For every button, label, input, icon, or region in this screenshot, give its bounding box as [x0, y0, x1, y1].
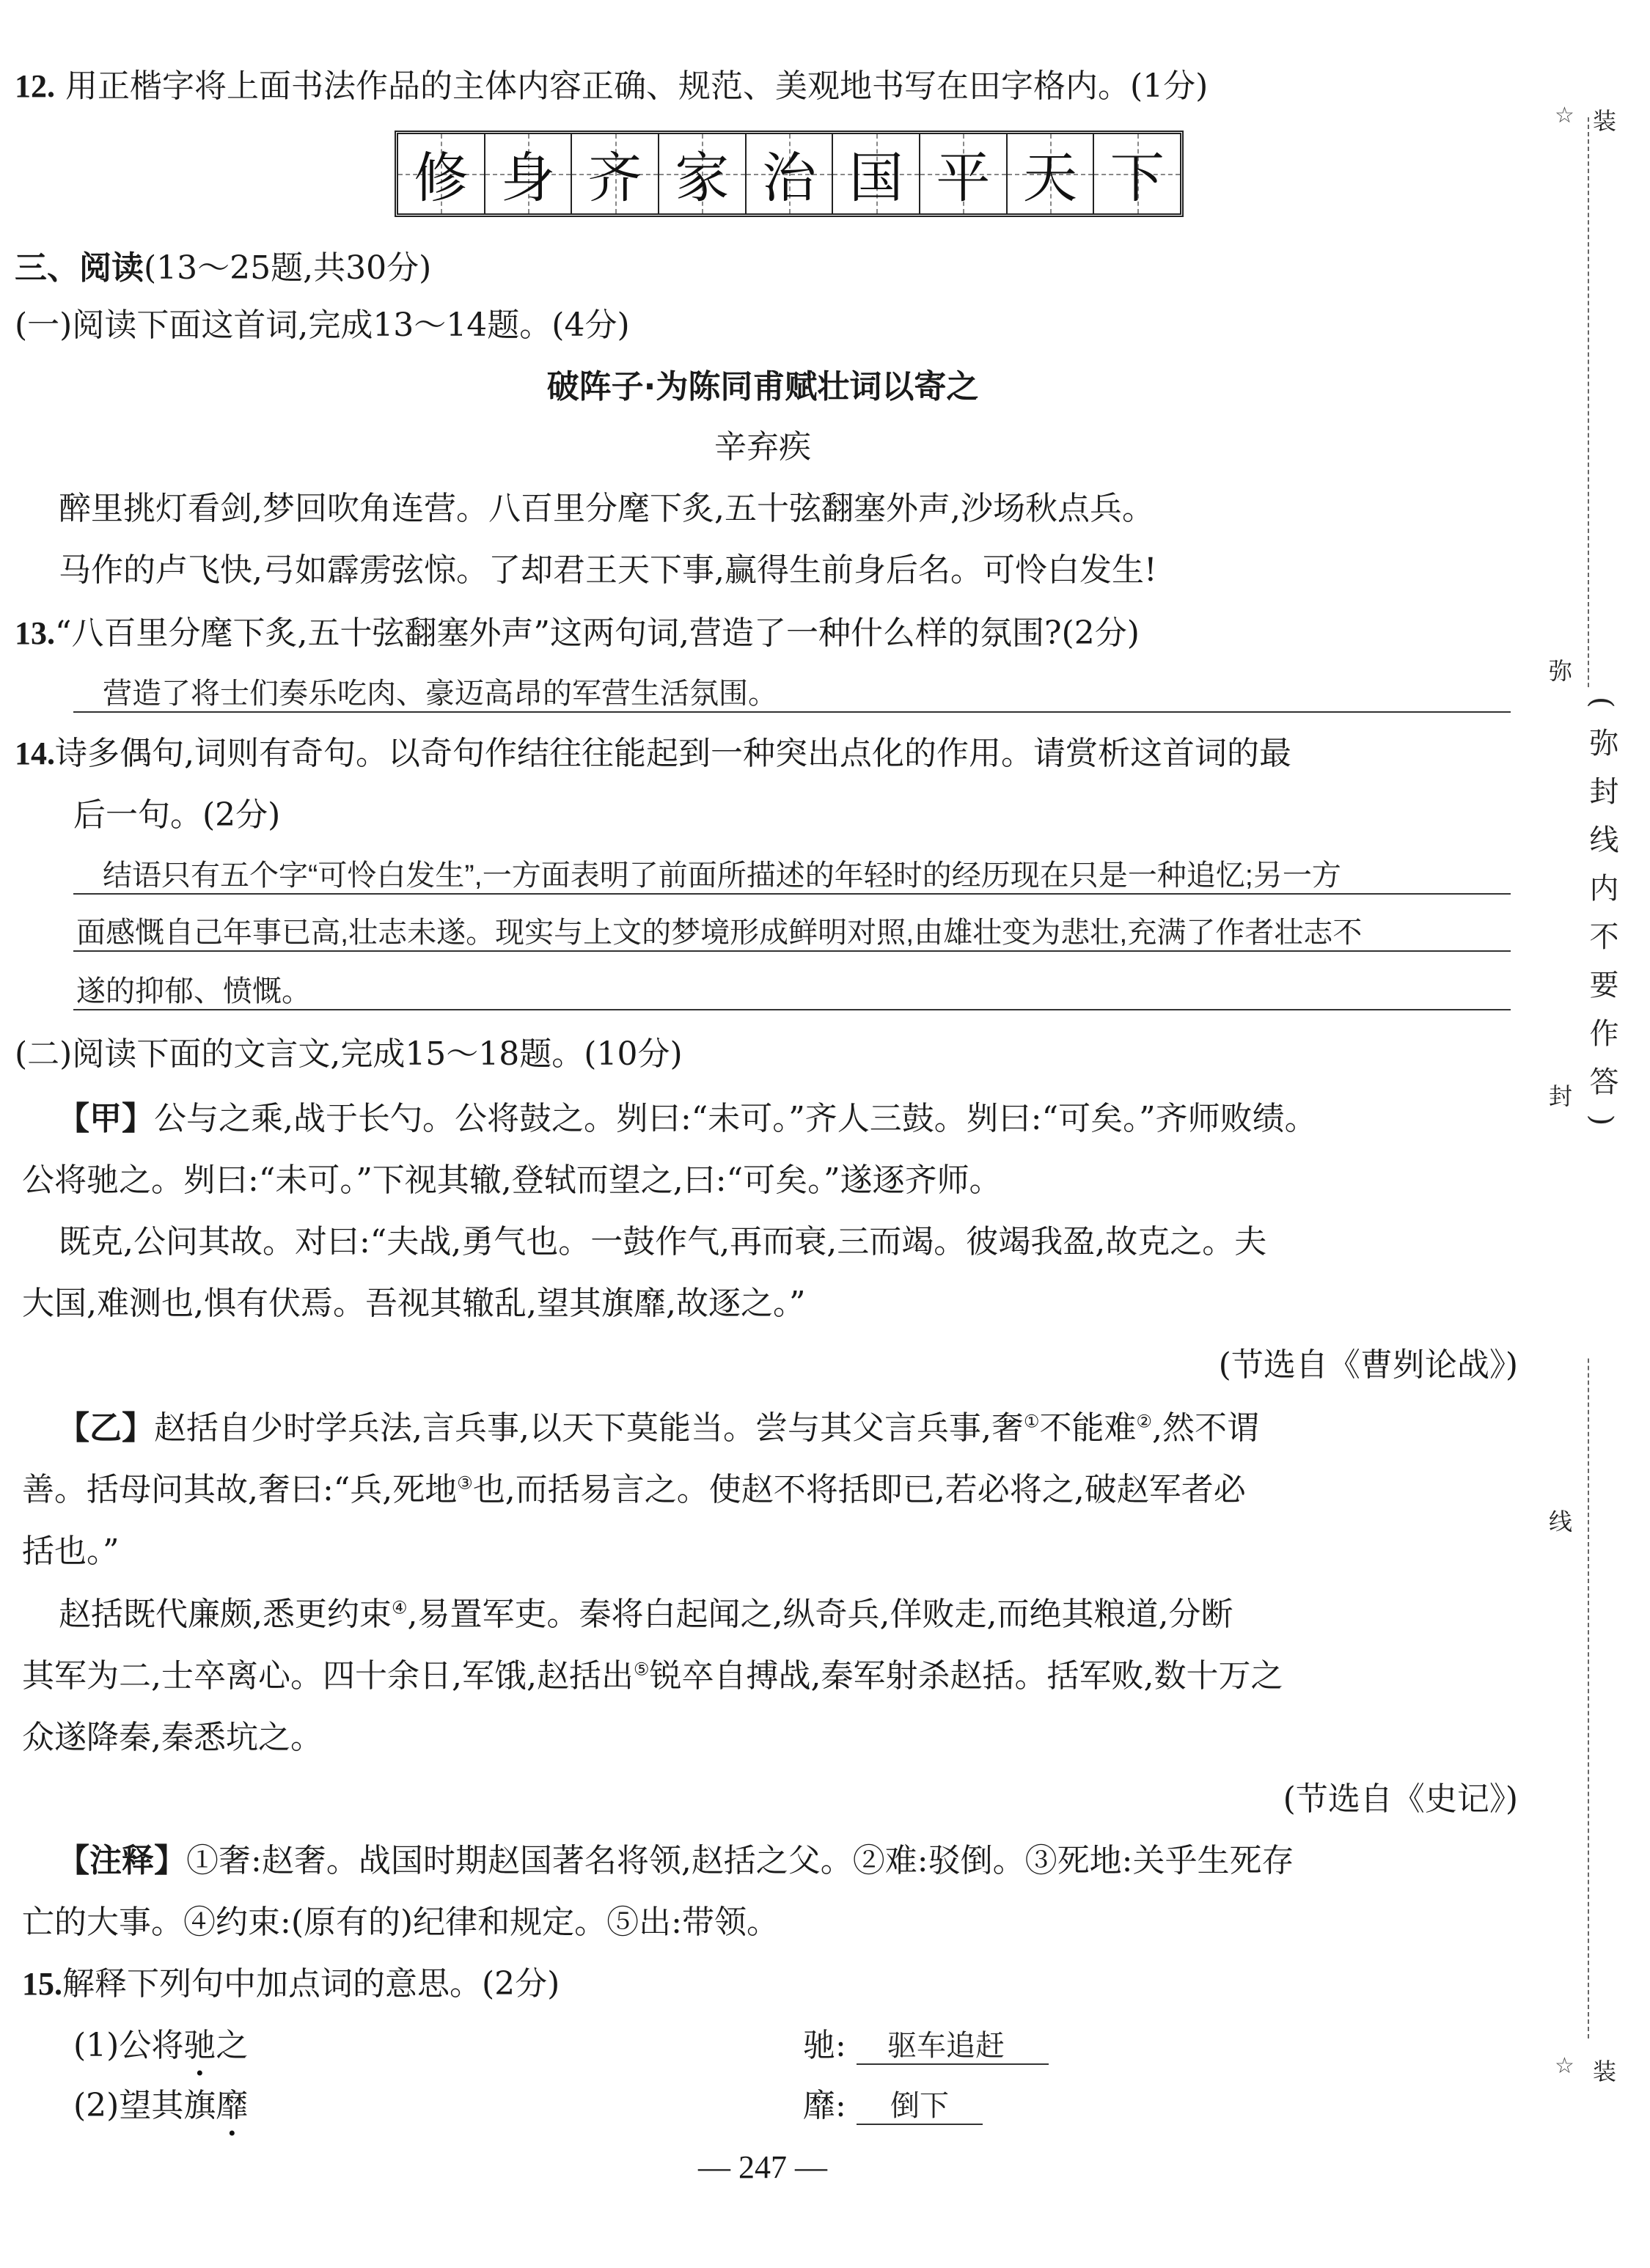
passage-jia-line-3: 既克,公问其故。对曰:“夫战,勇气也。一鼓作气,再而衰,三而竭。彼竭我盈,故克之。夫 [59, 1223, 1267, 1260]
poem-title: 破阵子·为陈同甫赋壮词以寄之 [546, 368, 979, 405]
answer-line [73, 893, 1511, 895]
passage-yi-line-1: 【乙】赵括自少时学兵法,言兵事,以天下莫能当。尝与其父言兵事,奢①不能难②,然不谓 [57, 1409, 1259, 1447]
grid-cell: 家 [659, 134, 747, 213]
margin-label-feng: 封 [1549, 1082, 1573, 1110]
poem-line-1: 醉里挑灯看剑,梦回吹角连营。八百里分麾下炙,五十弦翻塞外声,沙场秋点兵。 [59, 490, 1154, 527]
question-number: 12. [15, 68, 55, 104]
grid-cell: 下 [1094, 134, 1180, 213]
question-12 [15, 67, 1208, 106]
page-number: — 247 — [698, 2149, 827, 2185]
star-icon: ☆ [1555, 2053, 1574, 2079]
passage-yi-line-3: 括也。” [22, 1533, 120, 1570]
answer-line [73, 950, 1511, 952]
question-text: 用正楷字将上面书法作品的主体内容正确、规范、美观地书写在田字格内。(1分) [65, 67, 1209, 105]
source-yi: (节选自《史记》) [1283, 1780, 1518, 1818]
question-15: 15.解释下列句中加点词的意思。(2分) [22, 1965, 560, 2003]
passage-yi-line-5: 其军为二,士卒离心。四十余日,军饿,赵括出⑤锐卒自搏战,秦军射杀赵括。括军败,数十万之 [22, 1657, 1283, 1695]
grid-cell: 治 [747, 134, 834, 213]
q15-answer-2: 倒下 [890, 2090, 949, 2122]
passage-jia-line-4: 大国,难测也,惧有伏焉。吾视其辙乱,望其旗靡,故逐之。” [22, 1285, 806, 1322]
binding-notice-text: (弥封线内不要作答) [1585, 697, 1618, 1145]
grid-cell: 国 [833, 134, 920, 213]
poem-line-2: 马作的卢飞快,弓如霹雳弦惊。了却君王天下事,赢得生前身后名。可怜白发生! [59, 551, 1157, 589]
grid-cell: 齐 [572, 134, 659, 213]
answer-14-line-1: 结语只有五个字“可怜白发生”,一方面表明了前面所描述的年轻时的经历现在只是一种追忆;另一方 [103, 859, 1341, 892]
margin-label-mi: 弥 [1549, 657, 1573, 685]
question-14-line-1: 14.诗多偶句,词则有奇句。以奇句作结往往能起到一种突出点化的作用。请赏析这首词的最 [15, 735, 1291, 772]
binding-mark-bottom: 装 [1593, 2058, 1617, 2085]
star-icon: ☆ [1555, 103, 1574, 128]
section-title: 三、阅读(13～25题,共30分) [15, 249, 432, 287]
q15-item-2: (2)望其旗靡 [73, 2087, 249, 2124]
passage-jia-line-2: 公将驰之。刿曰:“未可。”下视其辙,登轼而望之,曰:“可矣。”遂逐齐师。 [22, 1161, 1002, 1199]
passage-yi-line-2: 善。括母问其故,奢曰:“兵,死地③也,而括易言之。使赵不将括即已,若必将之,破赵军者必 [22, 1471, 1246, 1508]
part2-intro: (二)阅读下面的文言文,完成15～18题。(10分) [15, 1035, 683, 1073]
answer-line [857, 2063, 1049, 2065]
q15-answer-1: 驱车追赶 [887, 2030, 1005, 2062]
question-14-line-2: 后一句。(2分) [73, 796, 281, 834]
answer-line [857, 2124, 983, 2125]
poem-author: 辛弃疾 [714, 428, 811, 466]
notes-line-1: 【注释】①奢:赵奢。战国时期赵国著名将领,赵括之父。②难:驳倒。③死地:关乎生死存 [57, 1842, 1294, 1879]
passage-jia-line-1: 【甲】公与之乘,战于长勺。公将鼓之。刿曰:“未可。”齐人三鼓。刿曰:“可矣。”齐师败绩。 [57, 1100, 1317, 1137]
grid-cell: 天 [1008, 134, 1095, 213]
tianzige-grid [395, 131, 1184, 217]
answer-14-line-3: 遂的抑郁、愤慨。 [76, 975, 311, 1008]
grid-cell: 修 [398, 134, 485, 213]
q15-item-2-label: 靡: [803, 2087, 846, 2124]
part1-intro: (一)阅读下面这首词,完成13～14题。(4分) [15, 307, 630, 344]
binding-mark-top: 装 [1593, 107, 1617, 135]
passage-yi-line-6: 众遂降秦,秦悉坑之。 [22, 1719, 323, 1756]
answer-line [73, 711, 1511, 713]
margin-label-xian: 线 [1549, 1508, 1573, 1535]
source-jia: (节选自《曹刿论战》) [1218, 1346, 1518, 1384]
q15-item-1: (1)公将驰之 [73, 2027, 249, 2064]
answer-line [73, 1009, 1511, 1010]
grid-cell: 身 [485, 134, 573, 213]
notes-line-2: 亡的大事。④约束:(原有的)纪律和规定。⑤出:带领。 [22, 1904, 779, 1941]
answer-13: 营造了将士们奏乐吃肉、豪迈高昂的军营生活氛围。 [103, 678, 777, 710]
question-13: 13.“八百里分麾下炙,五十弦翻塞外声”这两句词,营造了一种什么样的氛围?(2分) [15, 614, 1140, 652]
answer-14-line-2: 面感慨自己年事已高,壮志未遂。现实与上文的梦境形成鲜明对照,由雄壮变为悲壮,充满了作者壮志不 [76, 917, 1363, 949]
grid-cell: 平 [920, 134, 1008, 213]
q15-item-1-label: 驰: [803, 2027, 846, 2064]
passage-yi-line-4: 赵括既代廉颇,悉更约束④,易置军吏。秦将白起闻之,纵奇兵,佯败走,而绝其粮道,分断 [59, 1596, 1233, 1633]
